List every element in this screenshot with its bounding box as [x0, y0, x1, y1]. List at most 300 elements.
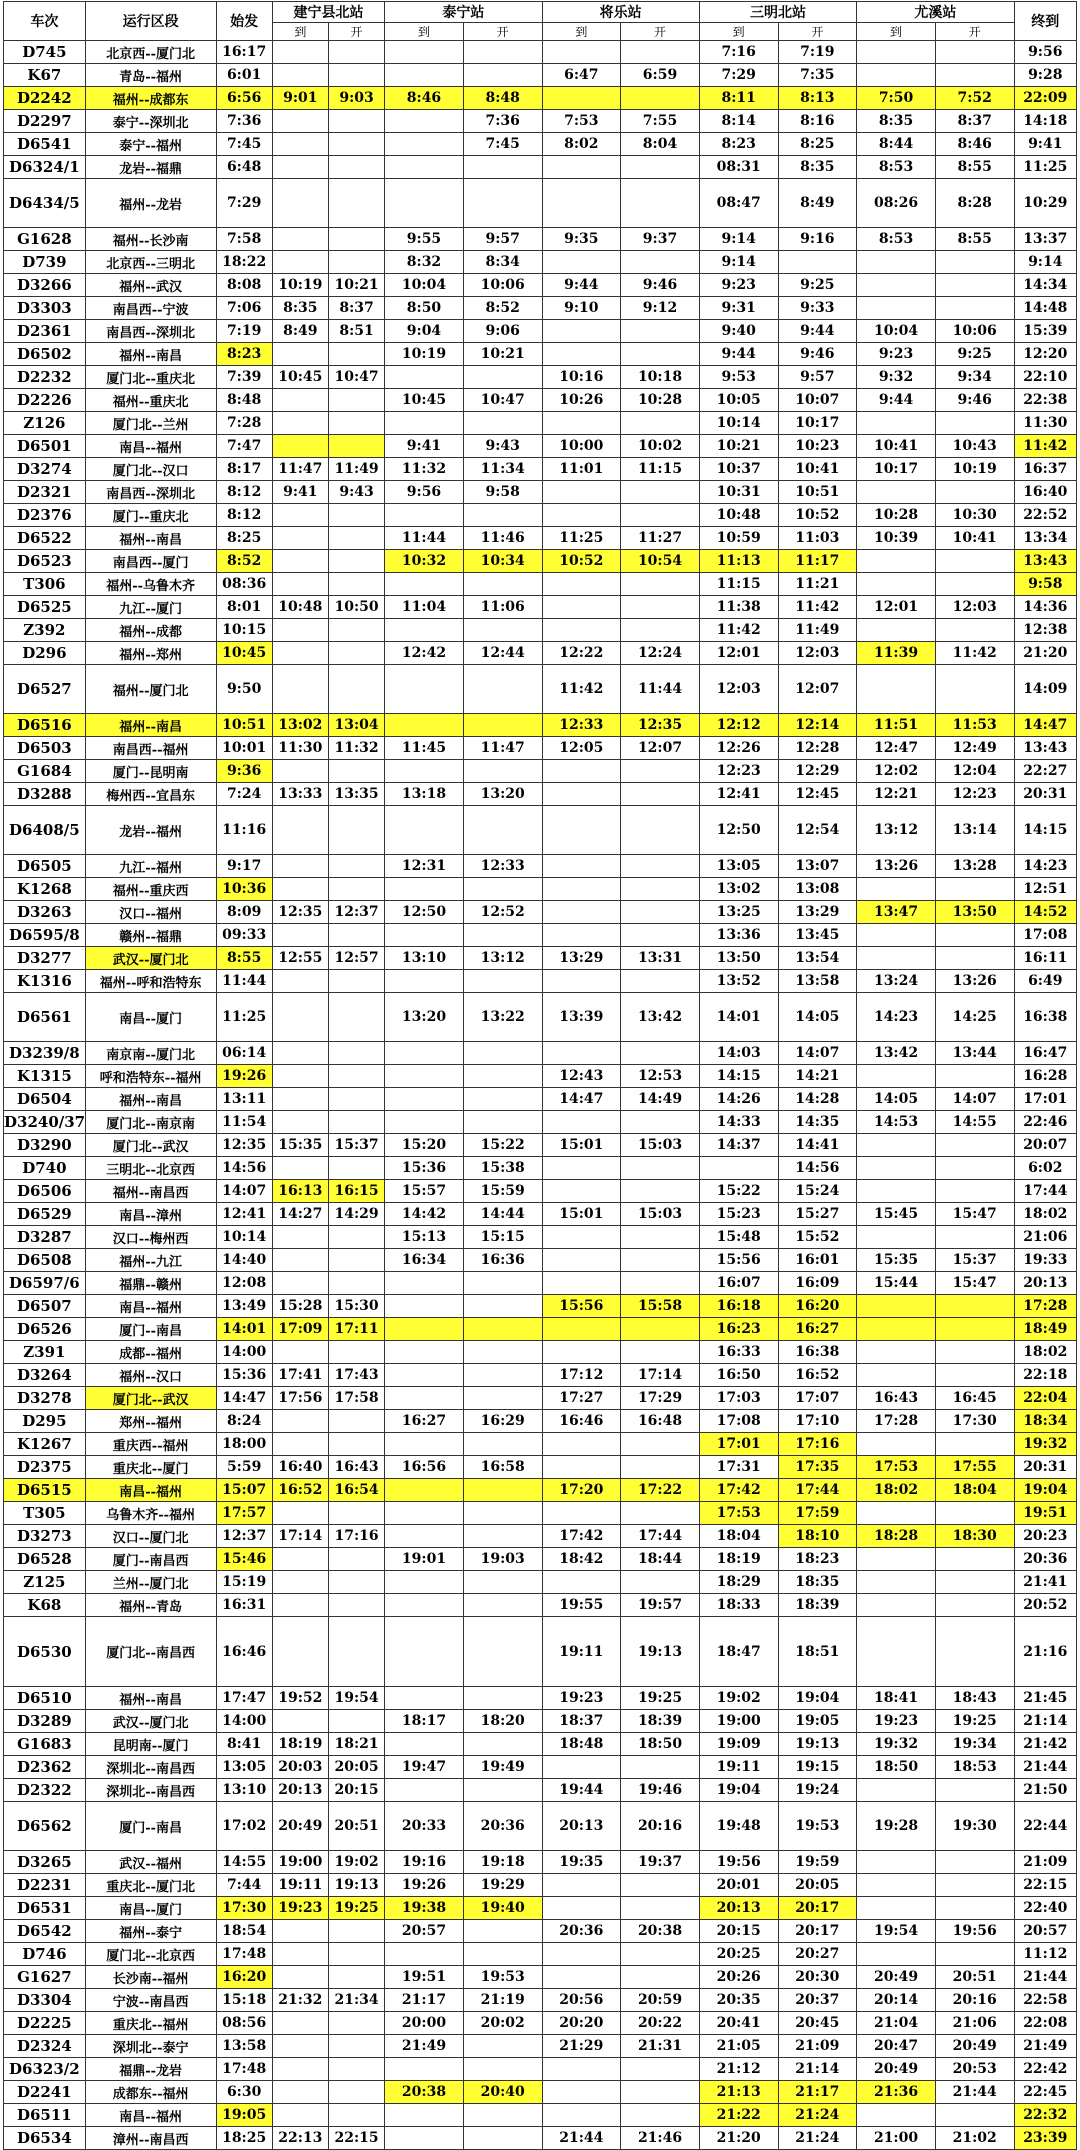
departure-time: 14:56: [216, 1157, 272, 1180]
route-cell: 福州--成都东: [85, 87, 216, 110]
jiangle-depart-cell: [621, 760, 700, 783]
sanming-depart-cell: 19:15: [778, 1756, 857, 1779]
terminal-time: 21:44: [1014, 1966, 1076, 1989]
sanming-depart-cell: 12:29: [778, 760, 857, 783]
taining-arrive-cell: 12:50: [385, 901, 464, 924]
route-cell: 厦门北--南京南: [85, 1111, 216, 1134]
terminal-time: 20:57: [1014, 1920, 1076, 1943]
taining-arrive-cell: 16:56: [385, 1456, 464, 1479]
jiangle-depart-cell: [621, 1433, 700, 1456]
sanming-arrive-cell: 20:35: [699, 1989, 778, 2012]
sanming-arrive-cell: 20:15: [699, 1920, 778, 1943]
table-row: [4, 1779, 1077, 1802]
sanming-depart-cell: 21:17: [778, 2081, 857, 2104]
sanming-arrive-cell: 11:42: [699, 619, 778, 642]
youxi-arrive-cell: [857, 924, 936, 947]
youxi-arrive-cell: 15:35: [857, 1249, 936, 1272]
sanming-depart-cell: 20:37: [778, 1989, 857, 2012]
jianning-depart-cell: [328, 1157, 384, 1180]
jiangle-depart-cell: 10:54: [621, 550, 700, 573]
terminal-time: 20:23: [1014, 1525, 1076, 1548]
jiangle-depart-cell: 18:44: [621, 1548, 700, 1571]
route-cell: 南昌西--深圳北: [85, 481, 216, 504]
jiangle-arrive-cell: 7:53: [542, 110, 621, 133]
jianning-depart-cell: 20:51: [328, 1802, 384, 1851]
jiangle-arrive-cell: 21:44: [542, 2127, 621, 2150]
taining-arrive-cell: 20:38: [385, 2081, 464, 2104]
jiangle-depart-cell: 15:58: [621, 1295, 700, 1318]
terminal-time: 19:33: [1014, 1249, 1076, 1272]
departure-time: 16:20: [216, 1966, 272, 1989]
youxi-depart-cell: 15:37: [935, 1249, 1014, 1272]
table-row: [4, 1594, 1077, 1617]
sanming-arrive-cell: 11:13: [699, 550, 778, 573]
jianning-depart-cell: [328, 179, 384, 228]
jianning-depart-cell: [328, 1548, 384, 1571]
table-row: [4, 1364, 1077, 1387]
departure-time: 17:48: [216, 2058, 272, 2081]
terminal-time: 14:34: [1014, 274, 1076, 297]
train-number: D6561: [4, 993, 86, 1042]
table-row: [4, 1989, 1077, 2012]
youxi-depart-cell: 20:53: [935, 2058, 1014, 2081]
jianning-depart-cell: 12:57: [328, 947, 384, 970]
youxi-arrive-cell: 12:47: [857, 737, 936, 760]
youxi-arrive-cell: [857, 1851, 936, 1874]
jiangle-arrive-cell: 14:47: [542, 1088, 621, 1111]
jianning-arrive-cell: [272, 924, 328, 947]
sanming-arrive-cell: 17:31: [699, 1456, 778, 1479]
route-cell: 呼和浩特东--福州: [85, 1065, 216, 1088]
jiangle-depart-cell: 6:59: [621, 64, 700, 87]
taining-depart-cell: 7:36: [463, 110, 542, 133]
departure-time: 8:48: [216, 389, 272, 412]
jianning-depart-cell: [328, 1920, 384, 1943]
jianning-arrive-cell: [272, 2058, 328, 2081]
jianning-arrive-cell: [272, 2035, 328, 2058]
taining-arrive-cell: 11:32: [385, 458, 464, 481]
jiangle-depart-cell: [621, 156, 700, 179]
table-row: [4, 366, 1077, 389]
sanming-depart-cell: 17:44: [778, 1479, 857, 1502]
departure-time: 12:37: [216, 1525, 272, 1548]
route-cell: 福州--汉口: [85, 1364, 216, 1387]
terminal-time: 21:09: [1014, 1851, 1076, 1874]
taining-arrive-cell: [385, 1387, 464, 1410]
terminal-time: 20:07: [1014, 1134, 1076, 1157]
departure-time: 13:49: [216, 1295, 272, 1318]
youxi-arrive-cell: [857, 1548, 936, 1571]
jianning-depart-cell: 10:47: [328, 366, 384, 389]
table-row: [4, 1226, 1077, 1249]
terminal-time: 17:01: [1014, 1088, 1076, 1111]
youxi-depart-cell: 12:04: [935, 760, 1014, 783]
youxi-arrive-cell: [857, 1157, 936, 1180]
taining-arrive-cell: [385, 573, 464, 596]
jianning-arrive-cell: 12:35: [272, 901, 328, 924]
jianning-arrive-cell: [272, 1341, 328, 1364]
youxi-depart-cell: 17:55: [935, 1456, 1014, 1479]
route-cell: 南昌西--深圳北: [85, 320, 216, 343]
jiangle-depart-cell: [621, 596, 700, 619]
jianning-arrive-cell: 18:19: [272, 1733, 328, 1756]
youxi-arrive-cell: [857, 274, 936, 297]
route-cell: 福州--重庆北: [85, 389, 216, 412]
jiangle-arrive-cell: 13:29: [542, 947, 621, 970]
jianning-arrive-cell: 16:40: [272, 1456, 328, 1479]
route-cell: 青岛--福州: [85, 64, 216, 87]
jiangle-depart-cell: [621, 1897, 700, 1920]
train-number: D2242: [4, 87, 86, 110]
table-row: [4, 343, 1077, 366]
jiangle-arrive-cell: 19:55: [542, 1594, 621, 1617]
jiangle-arrive-cell: [542, 901, 621, 924]
jiangle-arrive-cell: [542, 1943, 621, 1966]
taining-depart-cell: [463, 1779, 542, 1802]
departure-time: 15:07: [216, 1479, 272, 1502]
taining-depart-cell: 11:34: [463, 458, 542, 481]
youxi-depart-cell: [935, 1433, 1014, 1456]
jiangle-arrive-cell: 17:12: [542, 1364, 621, 1387]
terminal-time: 22:52: [1014, 504, 1076, 527]
taining-depart-cell: [463, 1571, 542, 1594]
youxi-arrive-cell: [857, 1364, 936, 1387]
col-header-station-taining: 泰宁站: [385, 2, 542, 23]
sanming-depart-cell: 19:53: [778, 1802, 857, 1851]
departure-time: 17:48: [216, 1943, 272, 1966]
youxi-depart-cell: [935, 1897, 1014, 1920]
youxi-depart-cell: [935, 1874, 1014, 1897]
jianning-depart-cell: [328, 2058, 384, 2081]
sanming-arrive-cell: 9:23: [699, 274, 778, 297]
route-cell: 福州--南昌: [85, 1687, 216, 1710]
taining-arrive-cell: 11:45: [385, 737, 464, 760]
youxi-depart-cell: 13:50: [935, 901, 1014, 924]
youxi-depart-cell: 21:02: [935, 2127, 1014, 2150]
taining-depart-cell: 19:53: [463, 1966, 542, 1989]
sanming-arrive-cell: 12:50: [699, 806, 778, 855]
train-number: Z126: [4, 412, 86, 435]
sanming-arrive-cell: 17:53: [699, 1502, 778, 1525]
departure-time: 15:19: [216, 1571, 272, 1594]
jianning-depart-cell: 9:43: [328, 481, 384, 504]
jiangle-depart-cell: 17:44: [621, 1525, 700, 1548]
terminal-time: 17:28: [1014, 1295, 1076, 1318]
jianning-depart-cell: 18:21: [328, 1733, 384, 1756]
youxi-depart-cell: 11:42: [935, 642, 1014, 665]
departure-time: 16:31: [216, 1594, 272, 1617]
sanming-depart-cell: 12:54: [778, 806, 857, 855]
sanming-depart-cell: 17:35: [778, 1456, 857, 1479]
sanming-arrive-cell: 15:56: [699, 1249, 778, 1272]
jiangle-depart-cell: [621, 573, 700, 596]
youxi-depart-cell: 18:04: [935, 1479, 1014, 1502]
sanming-depart-cell: 11:17: [778, 550, 857, 573]
youxi-arrive-cell: [857, 2104, 936, 2127]
youxi-depart-cell: 9:25: [935, 343, 1014, 366]
taining-depart-cell: 12:52: [463, 901, 542, 924]
table-row: [4, 1341, 1077, 1364]
jiangle-arrive-cell: 15:01: [542, 1134, 621, 1157]
jianning-arrive-cell: 12:55: [272, 947, 328, 970]
jiangle-arrive-cell: 20:20: [542, 2012, 621, 2035]
jianning-depart-cell: [328, 389, 384, 412]
jianning-arrive-cell: [272, 1617, 328, 1687]
terminal-time: 11:42: [1014, 435, 1076, 458]
train-number: K67: [4, 64, 86, 87]
sanming-arrive-cell: 16:07: [699, 1272, 778, 1295]
route-cell: 深圳北--南昌西: [85, 1779, 216, 1802]
sanming-arrive-cell: 20:41: [699, 2012, 778, 2035]
jiangle-depart-cell: 12:53: [621, 1065, 700, 1088]
youxi-depart-cell: 12:49: [935, 737, 1014, 760]
jiangle-depart-cell: [621, 1042, 700, 1065]
jianning-depart-cell: [328, 1088, 384, 1111]
terminal-time: 13:43: [1014, 550, 1076, 573]
train-number: D3273: [4, 1525, 86, 1548]
table-row: [4, 251, 1077, 274]
route-cell: 福州--成都: [85, 619, 216, 642]
jianning-arrive-cell: 20:49: [272, 1802, 328, 1851]
route-cell: 福州--南昌: [85, 527, 216, 550]
taining-depart-cell: [463, 1920, 542, 1943]
jianning-depart-cell: 15:30: [328, 1295, 384, 1318]
jiangle-arrive-cell: 10:16: [542, 366, 621, 389]
taining-arrive-cell: [385, 1779, 464, 1802]
jianning-arrive-cell: 20:03: [272, 1756, 328, 1779]
table-row: [4, 2081, 1077, 2104]
departure-time: 13:11: [216, 1088, 272, 1111]
jiangle-depart-cell: 11:44: [621, 665, 700, 714]
table-row: [4, 87, 1077, 110]
table-row: [4, 550, 1077, 573]
jiangle-arrive-cell: 20:13: [542, 1802, 621, 1851]
table-row: [4, 481, 1077, 504]
departure-time: 18:22: [216, 251, 272, 274]
jiangle-arrive-cell: 15:01: [542, 1203, 621, 1226]
jianning-arrive-cell: [272, 412, 328, 435]
youxi-depart-cell: [935, 1548, 1014, 1571]
jianning-arrive-cell: [272, 550, 328, 573]
youxi-arrive-cell: [857, 64, 936, 87]
train-number: D6408/5: [4, 806, 86, 855]
table-row: [4, 1548, 1077, 1571]
sanming-depart-cell: 18:23: [778, 1548, 857, 1571]
sanming-arrive-cell: [699, 1157, 778, 1180]
taining-depart-cell: 14:44: [463, 1203, 542, 1226]
sub-header-depart: 开: [621, 23, 700, 41]
departure-time: 14:55: [216, 1851, 272, 1874]
taining-arrive-cell: 15:13: [385, 1226, 464, 1249]
youxi-depart-cell: 15:47: [935, 1272, 1014, 1295]
sanming-arrive-cell: 9:40: [699, 320, 778, 343]
sanming-depart-cell: 21:14: [778, 2058, 857, 2081]
sanming-depart-cell: 8:25: [778, 133, 857, 156]
train-number: K68: [4, 1594, 86, 1617]
col-header-train: 车次: [4, 2, 86, 41]
jianning-depart-cell: 17:43: [328, 1364, 384, 1387]
sanming-depart-cell: 16:52: [778, 1364, 857, 1387]
jiangle-depart-cell: 8:04: [621, 133, 700, 156]
jiangle-arrive-cell: [542, 481, 621, 504]
sanming-depart-cell: 14:05: [778, 993, 857, 1042]
taining-arrive-cell: [385, 156, 464, 179]
taining-arrive-cell: [385, 110, 464, 133]
taining-arrive-cell: 8:50: [385, 297, 464, 320]
train-number: D2361: [4, 320, 86, 343]
taining-arrive-cell: [385, 41, 464, 64]
sanming-depart-cell: 8:13: [778, 87, 857, 110]
sanming-arrive-cell: 7:16: [699, 41, 778, 64]
sanming-arrive-cell: 11:15: [699, 573, 778, 596]
jiangle-depart-cell: 9:46: [621, 274, 700, 297]
departure-time: 17:47: [216, 1687, 272, 1710]
youxi-depart-cell: 20:16: [935, 1989, 1014, 2012]
taining-arrive-cell: 18:17: [385, 1710, 464, 1733]
terminal-time: 22:04: [1014, 1387, 1076, 1410]
route-cell: 汉口--梅州西: [85, 1226, 216, 1249]
taining-arrive-cell: [385, 1042, 464, 1065]
jianning-arrive-cell: 11:47: [272, 458, 328, 481]
taining-arrive-cell: [385, 1502, 464, 1525]
jiangle-depart-cell: 18:50: [621, 1733, 700, 1756]
youxi-depart-cell: 8:55: [935, 156, 1014, 179]
departure-time: 17:30: [216, 1897, 272, 1920]
terminal-time: 19:32: [1014, 1433, 1076, 1456]
taining-depart-cell: 12:33: [463, 855, 542, 878]
departure-time: 8:12: [216, 481, 272, 504]
youxi-depart-cell: [935, 1594, 1014, 1617]
sanming-depart-cell: 13:54: [778, 947, 857, 970]
train-number: D6510: [4, 1687, 86, 1710]
jianning-arrive-cell: [272, 642, 328, 665]
jiangle-depart-cell: [621, 1180, 700, 1203]
taining-depart-cell: 13:12: [463, 947, 542, 970]
jianning-depart-cell: [328, 1065, 384, 1088]
jiangle-arrive-cell: [542, 783, 621, 806]
departure-time: 8:09: [216, 901, 272, 924]
jiangle-depart-cell: [621, 855, 700, 878]
departure-time: 8:52: [216, 550, 272, 573]
taining-depart-cell: 19:18: [463, 1851, 542, 1874]
sanming-depart-cell: 16:20: [778, 1295, 857, 1318]
terminal-time: 21:41: [1014, 1571, 1076, 1594]
jianning-arrive-cell: 17:41: [272, 1364, 328, 1387]
train-number: T306: [4, 573, 86, 596]
sub-header-arrive: 到: [272, 23, 328, 41]
jianning-depart-cell: 11:32: [328, 737, 384, 760]
terminal-time: 22:10: [1014, 366, 1076, 389]
departure-time: 13:05: [216, 1756, 272, 1779]
train-number: D3303: [4, 297, 86, 320]
jianning-arrive-cell: 19:11: [272, 1874, 328, 1897]
route-cell: 福州--泰宁: [85, 1920, 216, 1943]
col-header-station-youxi: 尤溪站: [857, 2, 1014, 23]
youxi-arrive-cell: [857, 1943, 936, 1966]
youxi-depart-cell: 11:53: [935, 714, 1014, 737]
youxi-arrive-cell: [857, 41, 936, 64]
sanming-arrive-cell: 12:26: [699, 737, 778, 760]
jianning-arrive-cell: 8:49: [272, 320, 328, 343]
youxi-arrive-cell: 14:23: [857, 993, 936, 1042]
youxi-depart-cell: 16:45: [935, 1387, 1014, 1410]
youxi-arrive-cell: [857, 550, 936, 573]
table-row: [4, 1874, 1077, 1897]
sanming-arrive-cell: 19:02: [699, 1687, 778, 1710]
departure-time: 7:39: [216, 366, 272, 389]
jiangle-arrive-cell: [542, 320, 621, 343]
youxi-depart-cell: [935, 1226, 1014, 1249]
terminal-time: 21:16: [1014, 1617, 1076, 1687]
youxi-depart-cell: 19:25: [935, 1710, 1014, 1733]
table-row: [4, 878, 1077, 901]
train-number: D745: [4, 41, 86, 64]
sanming-arrive-cell: 15:48: [699, 1226, 778, 1249]
table-row: [4, 1943, 1077, 1966]
route-cell: 泰宁--深圳北: [85, 110, 216, 133]
youxi-depart-cell: 21:06: [935, 2012, 1014, 2035]
sanming-arrive-cell: 8:14: [699, 110, 778, 133]
train-number: D2232: [4, 366, 86, 389]
youxi-arrive-cell: 11:39: [857, 642, 936, 665]
taining-arrive-cell: [385, 2058, 464, 2081]
route-cell: 福州--南昌西: [85, 1180, 216, 1203]
youxi-depart-cell: [935, 274, 1014, 297]
table-row: [4, 596, 1077, 619]
youxi-depart-cell: 18:43: [935, 1687, 1014, 1710]
terminal-time: 14:09: [1014, 665, 1076, 714]
terminal-time: 22:08: [1014, 2012, 1076, 2035]
route-cell: 南昌--福州: [85, 2104, 216, 2127]
jiangle-depart-cell: [621, 504, 700, 527]
taining-arrive-cell: [385, 1111, 464, 1134]
youxi-depart-cell: [935, 1364, 1014, 1387]
jianning-depart-cell: [328, 1272, 384, 1295]
sanming-arrive-cell: 10:05: [699, 389, 778, 412]
taining-depart-cell: 19:49: [463, 1756, 542, 1779]
jiangle-arrive-cell: [542, 1249, 621, 1272]
table-row: [4, 179, 1077, 228]
jianning-arrive-cell: [272, 251, 328, 274]
sanming-depart-cell: 20:17: [778, 1897, 857, 1920]
jiangle-depart-cell: [621, 806, 700, 855]
taining-arrive-cell: 9:56: [385, 481, 464, 504]
jiangle-arrive-cell: 10:52: [542, 550, 621, 573]
table-row: [4, 412, 1077, 435]
jianning-depart-cell: [328, 806, 384, 855]
jianning-arrive-cell: [272, 1111, 328, 1134]
jiangle-depart-cell: [621, 343, 700, 366]
table-row: [4, 64, 1077, 87]
terminal-time: 12:38: [1014, 619, 1076, 642]
youxi-arrive-cell: 17:28: [857, 1410, 936, 1433]
jianning-arrive-cell: [272, 993, 328, 1042]
terminal-time: 20:31: [1014, 1456, 1076, 1479]
taining-arrive-cell: 15:57: [385, 1180, 464, 1203]
departure-time: 14:47: [216, 1387, 272, 1410]
taining-arrive-cell: 11:44: [385, 527, 464, 550]
jiangle-arrive-cell: 20:36: [542, 1920, 621, 1943]
train-number: K1267: [4, 1433, 86, 1456]
jiangle-depart-cell: [621, 1157, 700, 1180]
departure-time: 09:33: [216, 924, 272, 947]
sanming-depart-cell: 9:16: [778, 228, 857, 251]
sub-header-arrive: 到: [542, 23, 621, 41]
sanming-depart-cell: 11:03: [778, 527, 857, 550]
jianning-depart-cell: [328, 133, 384, 156]
jianning-depart-cell: [328, 1042, 384, 1065]
taining-depart-cell: [463, 1272, 542, 1295]
